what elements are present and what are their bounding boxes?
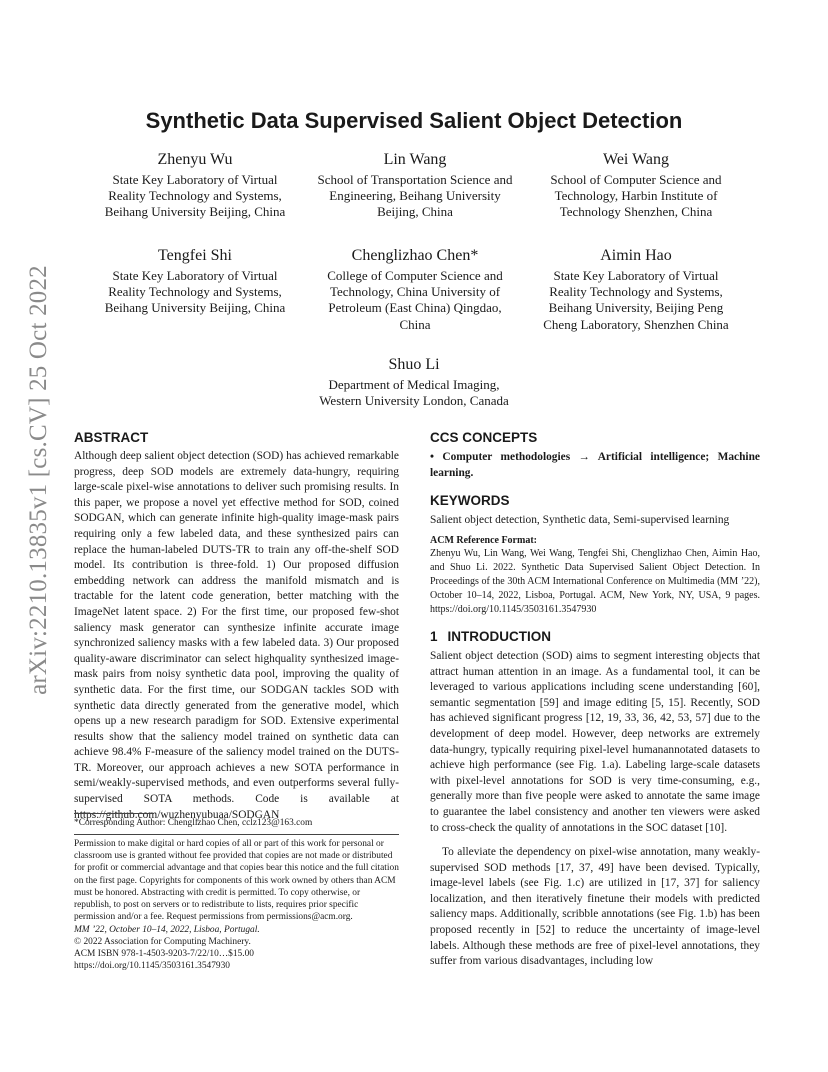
paper-title: Synthetic Data Supervised Salient Object Detection [145,108,683,133]
permission-divider [74,834,399,835]
isbn-line: ACM ISBN 978-1-4503-9203-7/22/10…$15.00 [74,949,254,959]
author-block [316,246,514,333]
arxiv-identifier-stamp [20,265,58,695]
author-block [319,355,509,409]
acm-reference-text: Zhenyu Wu, Lin Wang, Wei Wang, Tengfei Shi, Chenglizhao Chen, Aimin Hao, and Shuo Li. 2022. Synthetic Data Supervised Salient Object Detection. In Proceedings of the 30th ACM International Conference on Multimedia (MM ’22), October 10–14, 2022, Lisboa, Portugal. ACM, New York, NY, USA, 9 pages. https://doi.org/10.1145/3503161.3547930 [430,548,760,615]
author-affiliation: State Key Laboratory of Virtual Reality Technology and Systems, Beihang University, Beijing Peng Cheng Laboratory, Shenzhen China [543,268,729,332]
author-block [100,246,290,317]
author-name: Wei Wang [603,151,669,168]
doi-line: https://doi.org/10.1145/3503161.3547930 [74,961,230,971]
corresponding-author-note: *Corresponding Author: Chenglizhao Chen, cclz123@163.com [74,818,313,828]
author-name: Shuo Li [388,356,440,373]
introduction-paragraph-1: Salient object detection (SOD) aims to segment interesting objects that attract human attention in an image. As a fundamental tool, it can be leveraged to various applications including scene understanding [60], semantic segmentation [59] and image editing [5, 15]. Recently, SOD has achieved significant progress [12, 19, 33, 36, 42, 53, 57] due to the development of deep model. However, deep networks are extremely data-hungry, typically requiring pixel-level humanannotated datasets to achieve high performance (see Fig. 1.a). Labeling large-scale datasets with pixel-level annotations for SOD is very time-consuming, e.g., generally more than five people were asked to annotate the same image to guarantee the label consistency and another ten viewers were asked to cross-check the quality of annotations in the SOC dataset [10]. [430,650,760,834]
section-title: INTRODUCTION [447,629,552,644]
ccs-concepts-text [430,450,760,481]
introduction-heading [430,629,551,644]
venue-line: MM ’22, October 10–14, 2022, Lisboa, Portugal. [74,925,260,935]
copyright-line: © 2022 Association for Computing Machinery. [74,937,251,947]
author-block [309,150,521,221]
keywords-text: Salient object detection, Synthetic data, Semi-supervised learning [430,514,730,526]
footnote-divider [74,813,154,814]
author-name: Zhenyu Wu [157,151,233,168]
author-name: Chenglizhao Chen* [351,247,479,264]
author-name: Aimin Hao [600,247,672,264]
keywords-heading: KEYWORDS [430,493,510,508]
abstract-text: Although deep salient object detection (SOD) has achieved remarkable progress, deep SOD models are extremely data-hungry, requiring large-scale pixel-wise annotations to deliver such promising results. In this paper, we propose a novel yet effective method for SOD, coined SODGAN, which can generate infinite high-quality image-mask pairs requiring only a few labeled data, and these synthesized pairs can replace the human-labeled DUTS-TR to train any off-the-shelf SOD model. Its contribution is three-fold. 1) Our proposed diffusion embedding network can address the manifold mismatch and is tractable for the latent code generation, better matching with the ImageNet latent space. 2) For the first time, our proposed few-shot saliency mask generator can synthesize infinite accurate image synchronized saliency masks with a few labeled data. 3) Our proposed quality-aware discriminator can select highquality synthesized image-mask pairs from noisy synthetic data pool, improving the quality of synthetic data. For the first time, our SODGAN tackles SOD with synthetic data directly generated from the generative model, which opens up a new research paradigm for SOD. Extensive experimental results show that the saliency model trained on synthetic data can achieve 98.4% F-measure of the saliency model trained on the DUTS-TR. Moreover, our approach achieves a new SOTA performance in semi/weakly-supervised methods, and even outperforms several fully-supervised SOTA methods. Code is available at https://github.com/wuzhenyubuaa/SODGAN [74,450,399,821]
acm-reference-heading: ACM Reference Format: [430,535,537,546]
permission-notice: Permission to make digital or hard copies of all or part of this work for personal or classroom use is granted without fee provided that copies are not made or distributed for profit or commercial advantage and that copies bear this notice and the full citation on the first page. Copyrights for components of this work owned by others than ACM must be honored. Abstracting with credit is permitted. To copy otherwise, or republish, to post on servers or to redistribute to lists, requires prior specific permission and/or a fee. Request permissions from permissions@acm.org. [74,839,399,923]
author-name: Tengfei Shi [158,247,232,264]
author-affiliation: School of Computer Science and Technology, Harbin Institute of Technology Shenzhen, China [550,172,722,220]
arxiv-stamp-text: arXiv:2210.13835v1 [cs.CV] 25 Oct 2022 [25,265,52,695]
author-block [536,246,736,333]
author-affiliation: School of Transportation Science and Engineering, Beihang University Beijing, China [317,172,513,220]
author-block [543,150,729,221]
author-affiliation: College of Computer Science and Technology, China University of Petroleum (East China) Qingdao, China [327,268,503,332]
author-name: Lin Wang [383,151,447,168]
author-affiliation: State Key Laboratory of Virtual Reality Technology and Systems, Beihang University Beijing, China [104,172,286,220]
author-affiliation: State Key Laboratory of Virtual Reality Technology and Systems, Beihang University Beijing, China [104,268,286,316]
introduction-paragraph-2: To alleviate the dependency on pixel-wise annotation, many weakly-supervised SOD methods [17, 37, 49] have been devised. Typically, image-level labels (see Fig. 1.c) are utilized in [17, 37] for saliency localization, and then iteratively finetune their models with predicted saliency maps. Additionally, scribble annotations (see Fig. 1.b) has been proposed recently in [52] to reduce the uncertainty of image-level labels. Although these methods are free of pixel-level annotations, they suffer from various disadvantages, including low [430,846,760,968]
section-number: 1 [430,629,438,644]
author-block [100,150,290,221]
author-affiliation: Department of Medical Imaging, Western University London, Canada [319,377,509,409]
abstract-heading: ABSTRACT [74,430,149,445]
ccs-concepts-value: • Computer methodologies → Artificial intelligence; Machine learning. [430,451,760,479]
ccs-heading: CCS CONCEPTS [430,430,538,445]
